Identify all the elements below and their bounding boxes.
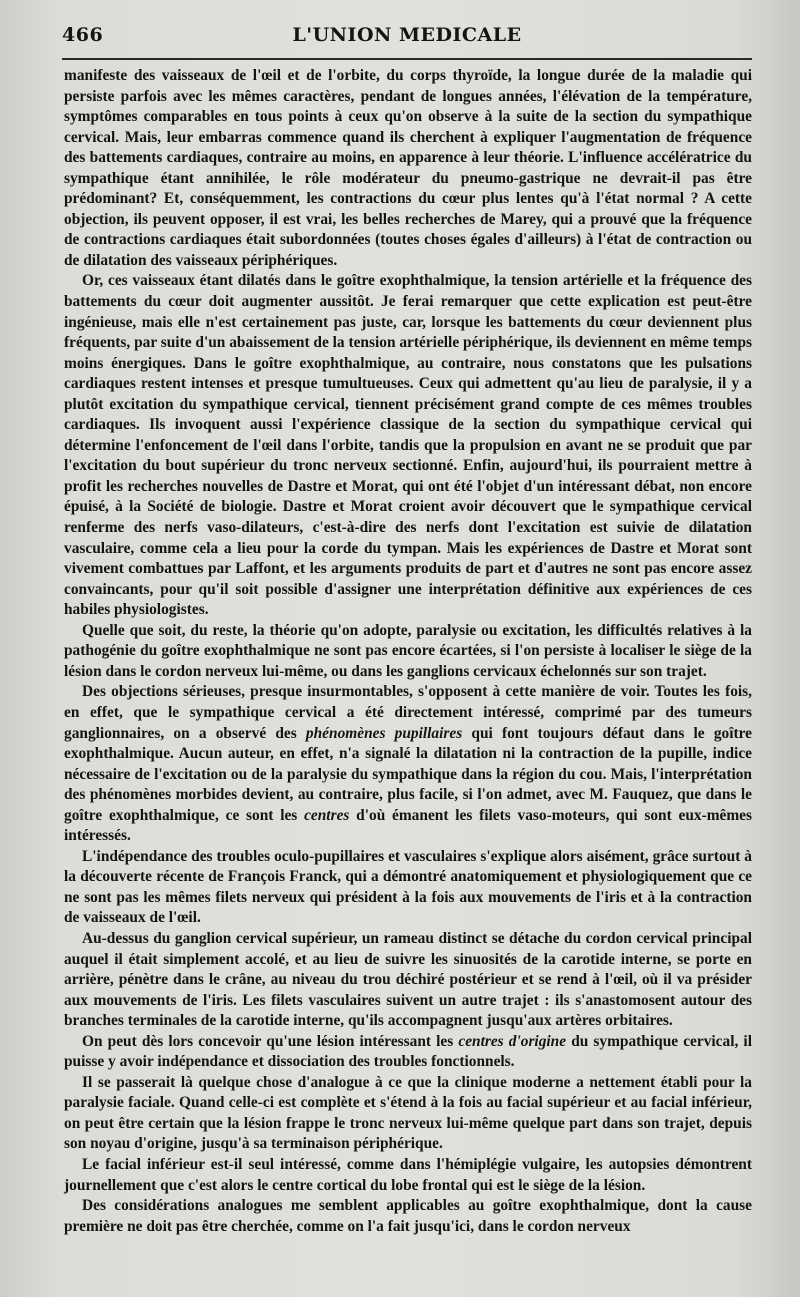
paragraph bbox=[64, 929, 752, 1032]
text-run: On peut dès lors concevoir qu'une lésion intéressant les bbox=[82, 1032, 459, 1050]
text-run: Des objections sérieuses, presque insurmontables, s'opposent à cette manière de voir. Toutes les fois, en effet, que le sympathique cervical a été directement intéressé, comprimé par des tumeurs ganglionnaires, on a observé des bbox=[64, 683, 752, 742]
text-run: qui font toujours défaut dans le goître exophthalmique. Aucun auteur, en effet, n'a signalé la dilatation ni la contraction de la pupille, indice nécessaire de l'excitation ou de la paralysie du sympathique dans la région du cou. Mais, l'interprétation des phénomènes morbides devient, au contraire, plus facile, si l'on admet, avec M. Fauquez, que dans le goître exophthalmique, ce sont les bbox=[64, 724, 752, 824]
text-run: du sympathique cervical, il puisse y avoir indépendance et dissociation des troubles fonctionnels. bbox=[64, 1032, 752, 1071]
paragraph bbox=[64, 271, 752, 620]
paragraph bbox=[64, 66, 752, 271]
italic-text: phénomènes pupillaires bbox=[305, 724, 463, 742]
text-run: Le facial inférieur est-il seul intéressé, comme dans l'hémiplégie vulgaire, les autopsies démontrent journellement que c'est alors le centre cortical du lobe frontal qui est le siège de la lésion. bbox=[64, 1155, 752, 1194]
paragraph bbox=[64, 1155, 752, 1196]
text-run: Des considérations analogues me semblent applicables au goître exophthalmique, dont la cause première ne doit pas être cherchée, comme on l'a fait jusqu'ici, dans le cordon nerveux bbox=[64, 1197, 752, 1235]
paragraph bbox=[64, 1196, 752, 1237]
italic-text: centres d'origine bbox=[458, 1032, 567, 1050]
paragraph bbox=[64, 1032, 752, 1073]
text-run: manifeste des vaisseaux de l'œil et de l'orbite, du corps thyroïde, la longue durée de la maladie qui persiste parfois avec les mêmes caractères, pendant de longues années, l'élévation de la température, symptômes comparables en tous points à ceux qu'on observe à la suite de la section du sympathique cervical. Mais, leur embarras commence quand ils cherchent à expliquer l'augmentation de fréquence des battements cardiaques, contraire au moins, en apparence à leur théorie. L'influence accélératrice du sympathique étant annihilée, le rôle modérateur du pneumo-gastrique ne devrait-il pas être prédominant? Et, conséquemment, les contractions du cœur plus lentes qu'à l'état normal ? A cette objection, ils peuvent opposer, il est vrai, les belles recherches de Marey, qui a prouvé que la fréquence de contractions cardiaques était subordonnées (toutes choses égales d'ailleurs) à l'état de contraction ou de dilatation des vaisseaux périphériques. bbox=[64, 67, 752, 269]
page-header bbox=[62, 24, 752, 54]
running-title: L'UNION MEDICALE bbox=[292, 24, 522, 46]
header-rule bbox=[62, 58, 752, 60]
paragraph bbox=[64, 621, 752, 683]
paragraph bbox=[64, 682, 752, 846]
paragraph bbox=[64, 847, 752, 929]
body-text bbox=[64, 66, 752, 1237]
italic-text: centres bbox=[304, 806, 350, 824]
text-run: Au-dessus du ganglion cervical supérieur, un rameau distinct se détache du cordon cervical principal auquel il était simplement accolé, et au lieu de suivre les sinuosités de la carotide interne, se porte en arrière, pénètre dans le crâne, au niveau du trou déchiré postérieur et se rend à l'œil, où il va présider aux mouvements de l'iris. Les filets vasculaires suivent un autre trajet : ils s'anastomosent autour des branches terminales de la carotide interne, qu'ils accompagnent jusqu'aux artères orbitaires. bbox=[64, 929, 752, 1030]
page-number: 466 bbox=[62, 24, 104, 46]
paragraph bbox=[64, 1073, 752, 1155]
text-run: L'indépendance des troubles oculo-pupillaires et vasculaires s'explique alors aisément, grâce surtout à la découverte récente de François Franck, qui a démontré anatomiquement et physiologiquement que ce ne sont pas les mêmes filets nerveux qui président à la fois aux mouvements de l'iris et à la contraction de vaisseaux de l'œil. bbox=[64, 847, 752, 927]
text-run: Or, ces vaisseaux étant dilatés dans le goître exophthalmique, la tension artérielle et la fréquence des battements du cœur doit augmenter aussitôt. Je ferai remarquer que cette explication est peut-être ingénieuse, mais elle n'est certainement pas juste, car, lorsque les battements du cœur deviennent plus fréquents, par suite d'un abaissement de la tension artérielle périphérique, ils deviennent en même temps moins énergiques. Dans le goître exophthalmique, au contraire, nous constatons que les pulsations cardiaques restent intenses et presque tumultueuses. Ceux qui admettent qu'au lieu de paralysie, il y a plutôt excitation du sympathique cervical, tiennent précisément grand compte de ces mêmes troubles cardiaques. Ils invoquent aussi l'expérience classique de la section du sympathique cervical qui détermine l'enfoncement de l'œil dans l'orbite, tandis que la propulsion en avant ne se produit que par l'excitation du bout supérieur du tronc nerveux sectionné. Enfin, aujourd'hui, ils pourraient mettre à profit les recherches nouvelles de Dastre et Morat, qui ont été l'objet d'un intéressant débat, non encore épuisé, à la Société de biologie. Dastre et Morat croient avoir découvert que le sympathique cervical renferme des nerfs vaso-dilateurs, c'est-à-dire des nerfs dont l'excitation est suivie de dilatation vasculaire, comme cela a lieu pour la corde du tympan. Mais les expériences de Dastre et Morat sont vivement combattues par Laffont, et les arguments produits de part et d'autres ne sont pas encore assez convaincants, pour qu'il soit possible d'assigner une interprétation définitive aux expériences de ces habiles physiologistes. bbox=[64, 272, 752, 619]
text-run: d'où émanent les filets vaso-moteurs, qui sont eux-mêmes intéressés. bbox=[64, 806, 752, 845]
text-run: Quelle que soit, du reste, la théorie qu'on adopte, paralysie ou excitation, les difficultés relatives à la pathogénie du goître exophthalmique ne sont pas encore écartées, si l'on persiste à localiser le siège de la lésion dans le cordon nerveux lui-même, ou dans les ganglions cervicaux échelonnés sur son trajet. bbox=[64, 621, 752, 680]
text-run: Il se passerait là quelque chose d'analogue à ce que la clinique moderne a nettement établi pour la paralysie faciale. Quand celle-ci est complète et s'étend à la fois au facial supérieur et au facial inférieur, on peut être certain que la lésion frappe le tronc nerveux lui-même quelque part dans son trajet, depuis son noyau d'origine, jusqu'à sa terminaison périphérique. bbox=[64, 1073, 752, 1153]
